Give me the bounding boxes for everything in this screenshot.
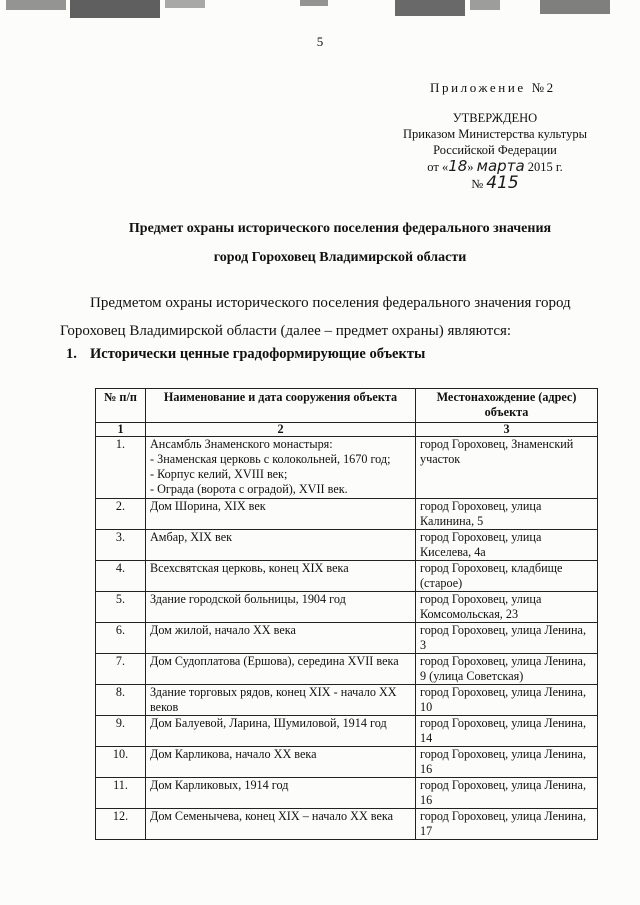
objects-table <box>95 388 598 840</box>
row-number: 2. <box>96 499 146 530</box>
row-location: город Гороховец, улица Ленина, 17 <box>416 809 598 840</box>
section-heading <box>66 346 425 363</box>
approval-block <box>380 110 610 192</box>
row-number: 10. <box>96 747 146 778</box>
page-number: 5 <box>316 34 324 49</box>
row-number: 8. <box>96 685 146 716</box>
section-number: 1. <box>66 346 77 362</box>
table-row <box>96 530 598 561</box>
row-number: 7. <box>96 654 146 685</box>
row-name: Амбар, XIX век <box>146 530 416 561</box>
approval-number <box>380 175 610 192</box>
header-num: № п/п <box>96 389 146 423</box>
row-name: Дом жилой, начало XX века <box>146 623 416 654</box>
table-row <box>96 778 598 809</box>
row-name: Здание городской больницы, 1904 год <box>146 592 416 623</box>
column-number: 1 <box>96 423 146 437</box>
table-row <box>96 747 598 778</box>
row-location: город Гороховец, улица Ленина, 16 <box>416 747 598 778</box>
approval-line-2: Российской Федерации <box>433 143 557 157</box>
row-name: Всехсвятская церковь, конец XIX века <box>146 561 416 592</box>
row-location: город Гороховец, улица Комсомольская, 23 <box>416 592 598 623</box>
table-row <box>96 561 598 592</box>
row-name-line: Ансамбль Знаменского монастыря: <box>150 437 333 451</box>
row-location: город Гороховец, улица Калинина, 5 <box>416 499 598 530</box>
table-row <box>96 592 598 623</box>
table-row <box>96 499 598 530</box>
document-title <box>60 214 620 272</box>
table-row <box>96 716 598 747</box>
header-name: Наименование и дата сооружения объекта <box>146 389 416 423</box>
row-location: город Гороховец, улица Ленина, 3 <box>416 623 598 654</box>
row-name: Дом Шорина, XIX век <box>146 499 416 530</box>
row-location: город Гороховец, кладбище (старое) <box>416 561 598 592</box>
row-name: Дом Семенычева, конец XIX – начало XX века <box>146 809 416 840</box>
approved-label: УТВЕРЖДЕНО <box>452 111 538 125</box>
table-row <box>96 685 598 716</box>
row-location: город Гороховец, улица Киселева, 4а <box>416 530 598 561</box>
row-name: Здание торговых рядов, конец XIX - начало XX веков <box>146 685 416 716</box>
title-line-1: Предмет охраны исторического поселения федерального значения <box>128 221 552 236</box>
table-row <box>96 623 598 654</box>
row-location: город Гороховец, улица Ленина, 16 <box>416 778 598 809</box>
row-location: город Гороховец, Знаменский участок <box>416 437 598 499</box>
row-name: Дом Карликовых, 1914 год <box>146 778 416 809</box>
row-number: 11. <box>96 778 146 809</box>
row-number: 6. <box>96 623 146 654</box>
row-name: Дом Карликова, начало XX века <box>146 747 416 778</box>
order-number: 415 <box>486 173 519 193</box>
row-location: город Гороховец, улица Ленина, 10 <box>416 685 598 716</box>
date-prefix: от « <box>427 160 449 174</box>
header-location: Местонахождение (адрес) объекта <box>416 389 598 423</box>
date-suffix: 2015 г. <box>527 160 563 174</box>
row-name: Дом Судоплатова (Ершова), середина XVII века <box>146 654 416 685</box>
intro-paragraph: Предметом охраны исторического поселения федерального значения город Гороховец Владимирской области (далее – предмет охраны) являются: <box>60 295 571 339</box>
title-line-2: город Гороховец Владимирской области <box>213 250 467 265</box>
approval-line-1: Приказом Министерства культуры <box>403 127 587 141</box>
row-number: 5. <box>96 592 146 623</box>
date-month: марта <box>476 157 525 175</box>
column-number: 3 <box>416 423 598 437</box>
date-mid: » <box>467 160 474 174</box>
number-prefix: № <box>471 177 484 191</box>
table-row <box>96 654 598 685</box>
row-number: 3. <box>96 530 146 561</box>
row-name <box>146 437 416 499</box>
row-number: 1. <box>96 437 146 499</box>
appendix-label: Приложение №2 <box>430 80 556 95</box>
row-number: 4. <box>96 561 146 592</box>
row-name-line: - Знаменская церковь с колокольней, 1670 год; <box>150 452 391 466</box>
scan-artifact-top <box>0 0 640 30</box>
row-number: 9. <box>96 716 146 747</box>
row-name-line: - Ограда (ворота с оградой), XVII век. <box>150 482 348 496</box>
row-location: город Гороховец, улица Ленина, 14 <box>416 716 598 747</box>
row-number: 12. <box>96 809 146 840</box>
section-title: Исторически ценные градоформирующие объекты <box>90 346 426 362</box>
table-row <box>96 437 598 499</box>
row-name: Дом Балуевой, Ларина, Шумиловой, 1914 год <box>146 716 416 747</box>
row-location: город Гороховец, улица Ленина, 9 (улица Советская) <box>416 654 598 685</box>
table-row <box>96 809 598 840</box>
column-number: 2 <box>146 423 416 437</box>
date-day: 18 <box>448 157 468 175</box>
row-name-line: - Корпус келий, XVIII век; <box>150 467 288 481</box>
